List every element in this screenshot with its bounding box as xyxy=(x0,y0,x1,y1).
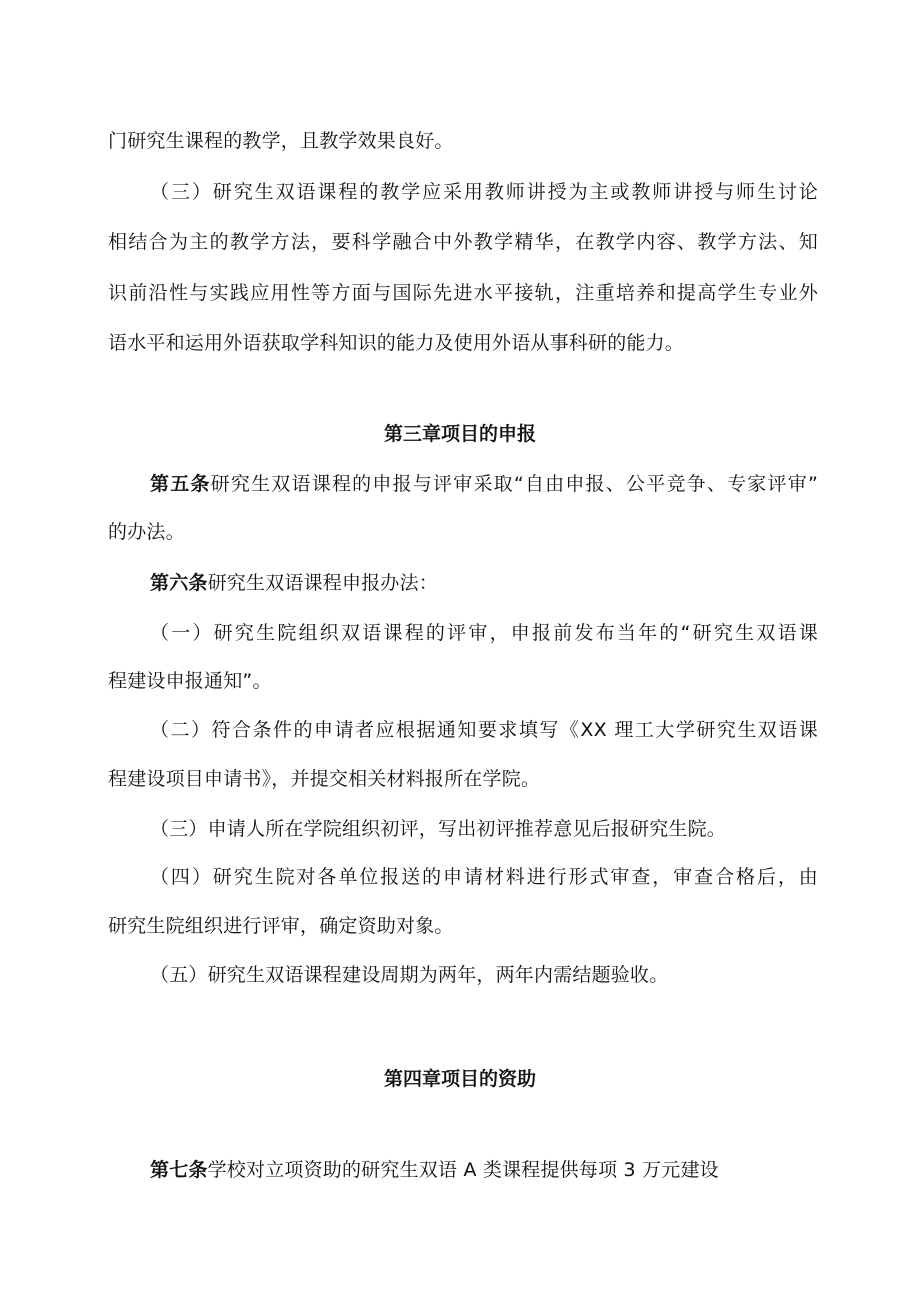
chapter-3-title: 第三章项目的申报 xyxy=(383,423,536,445)
paragraph-line: （五）研究生双语课程建设周期为两年，两年内需结题验收。 xyxy=(150,964,669,986)
article-6-line xyxy=(150,570,818,596)
article-7-label: 第七条 xyxy=(150,1159,208,1181)
paragraph-line: （四）研究生院对各单位报送的申请材料进行形式审查，审查合格后，由 xyxy=(150,866,818,888)
paragraph-line: 程建设申报通知”。 xyxy=(108,670,272,692)
article-5-line xyxy=(150,471,818,497)
article-6-label: 第六条 xyxy=(150,572,208,594)
paragraph-line: 研究生院组织进行评审，确定资助对象。 xyxy=(108,915,454,937)
article-5-label: 第五条 xyxy=(150,473,211,495)
chapter-4-title: 第四章项目的资助 xyxy=(383,1068,536,1090)
paragraph-line: 门研究生课程的教学，且教学效果良好。 xyxy=(108,130,454,152)
paragraph-line: 的办法。 xyxy=(108,521,185,543)
paragraph-line: （一）研究生院组织双语课程的评审，申报前发布当年的“研究生双语课 xyxy=(150,622,818,644)
paragraph-line: 语水平和运用外语获取学科知识的能力及使用外语从事科研的能力。 xyxy=(108,332,685,354)
article-6-text: 研究生双语课程申报办法： xyxy=(207,572,439,594)
paragraph-line: 识前沿性与实践应用性等方面与国际先进水平接轨，注重培养和提高学生专业外 xyxy=(108,282,818,304)
paragraph-line: 程建设项目申请书》，并提交相关材料报所在学院。 xyxy=(108,768,541,790)
paragraph-line: （二）符合条件的申请者应根据通知要求填写《XX 理工大学研究生双语课 xyxy=(150,719,818,741)
article-7-text: 学校对立项资助的研究生双语 A 类课程提供每项 3 万元建设 xyxy=(207,1159,719,1181)
article-7-line xyxy=(150,1157,818,1183)
paragraph-line: （三）研究生双语课程的教学应采用教师讲授为主或教师讲授与师生讨论 xyxy=(150,181,818,203)
article-5-text: 研究生双语课程的申报与评审采取“自由申报、公平竞争、专家评审” xyxy=(210,473,818,495)
paragraph-line: （三）申请人所在学院组织初评，写出初评推荐意见后报研究生院。 xyxy=(150,818,727,840)
paragraph-line: 相结合为主的教学方法，要科学融合中外教学精华，在教学内容、教学方法、知 xyxy=(108,231,818,253)
